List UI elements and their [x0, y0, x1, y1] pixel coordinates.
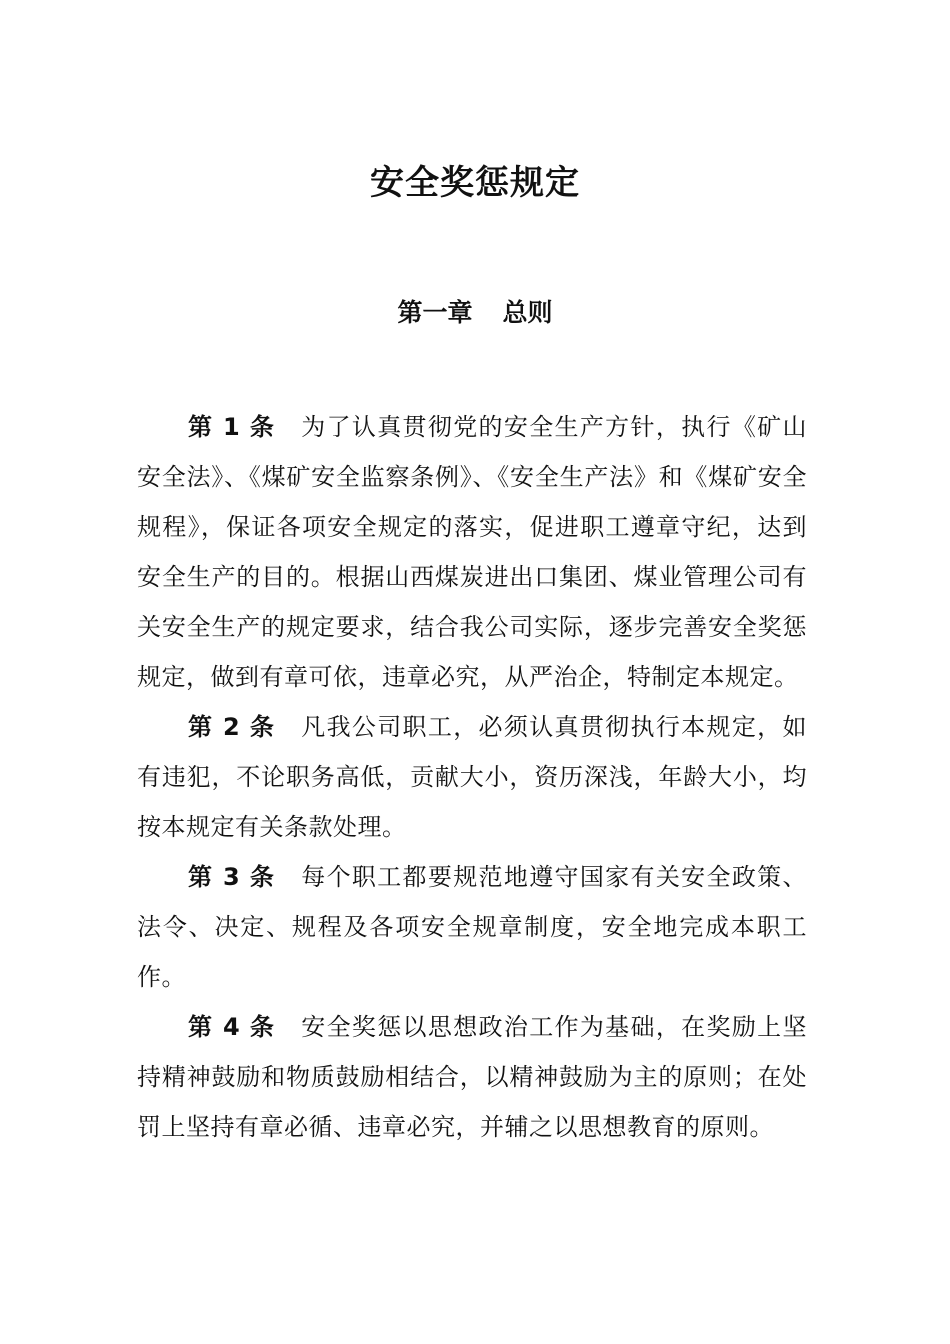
document-title: 安全奖惩规定: [370, 163, 580, 203]
article-4: [137, 1002, 807, 1152]
article-text: 凡我公司职工，必须认真贯彻执行本规定，如有违犯，不论职务高低，贡献大小，资历深浅，年龄大小，均按本规定有关条款处理。: [137, 713, 807, 841]
article-label: 第 1 条: [188, 413, 276, 441]
chapter-heading: [0, 293, 950, 329]
article-text: 每个职工都要规范地遵守国家有关安全政策、法令、决定、规程及各项安全规章制度，安全地完成本职工作。: [137, 863, 807, 991]
article-label: 第 3 条: [188, 863, 276, 891]
article-1: [137, 402, 807, 702]
chapter-number: 第一章: [397, 298, 473, 327]
document-body: [137, 402, 807, 1152]
article-label: 第 4 条: [188, 1013, 276, 1041]
article-text: 为了认真贯彻党的安全生产方针，执行《矿山安全法》、《煤矿安全监察条例》、《安全生产法》和《煤矿安全规程》，保证各项安全规定的落实，促进职工遵章守纪，达到安全生产的目的。根据山西煤炭进出口集团、煤业管理公司有关安全生产的规定要求，结合我公司实际，逐步完善安全奖惩规定，做到有章可依，违章必究，从严治企，特制定本规定。: [137, 413, 807, 691]
article-text: 安全奖惩以思想政治工作为基础，在奖励上坚持精神鼓励和物质鼓励相结合，以精神鼓励为主的原则；在处罚上坚持有章必循、违章必究，并辅之以思想教育的原则。: [137, 1013, 807, 1141]
article-2: [137, 702, 807, 852]
article-label: 第 2 条: [188, 713, 276, 741]
article-3: [137, 852, 807, 1002]
chapter-name: 总则: [502, 298, 553, 327]
